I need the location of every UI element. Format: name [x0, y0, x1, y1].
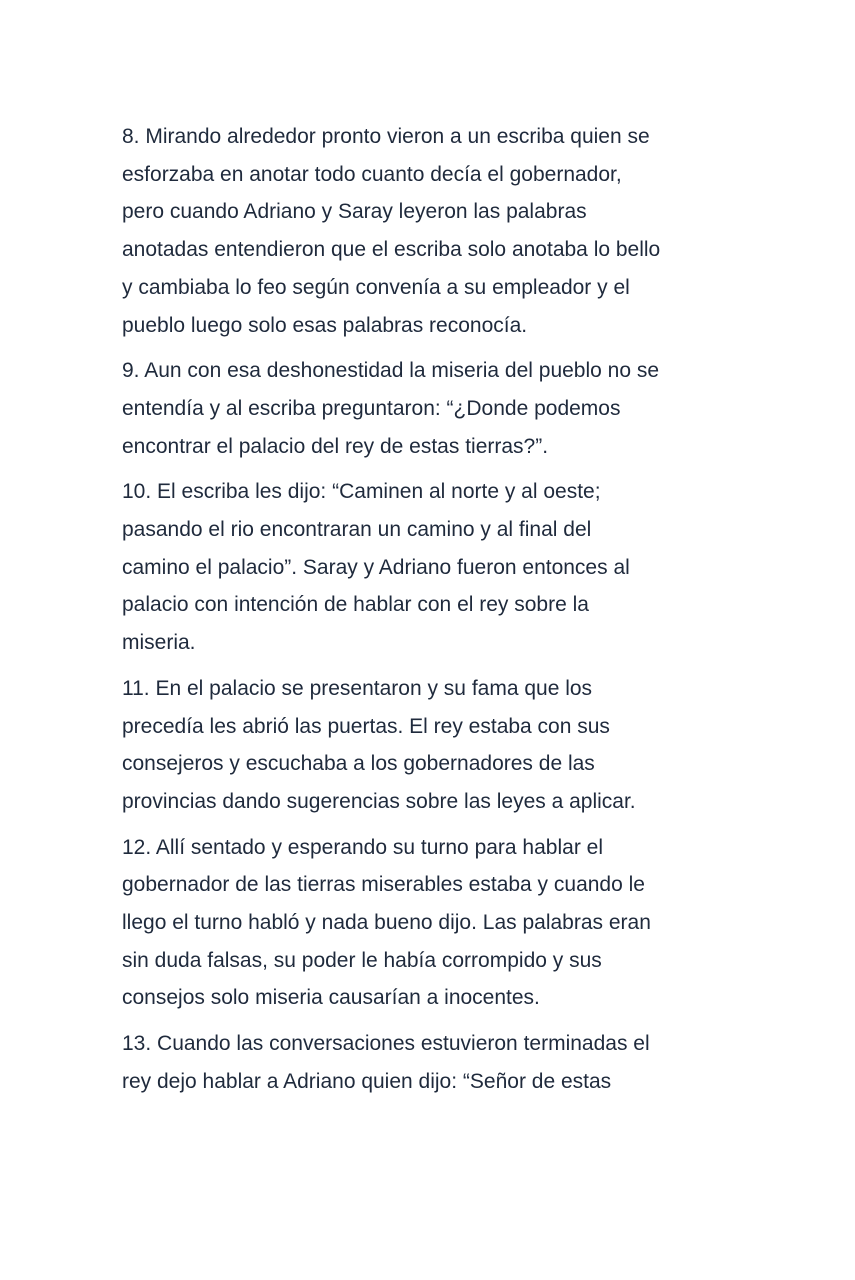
text-line: entendía y al escriba preguntaron: “¿Donde podemos: [122, 396, 621, 420]
text-line: consejeros y escuchaba a los gobernadores de las: [122, 752, 595, 776]
text-line: precedía les abrió las puertas. El rey estaba con sus: [122, 714, 610, 738]
text-line: y cambiaba lo feo según convenía a su empleador y el: [122, 275, 630, 299]
text-line: camino el palacio”. Saray y Adriano fueron entonces al: [122, 555, 630, 579]
text-line: 9. Aun con esa deshonestidad la miseria del pueblo no se: [122, 359, 660, 383]
document-page: [122, 118, 738, 1109]
text-line: 11. En el palacio se presentaron y su fama que los: [122, 676, 593, 700]
paragraph-11: [122, 670, 738, 821]
text-line: llego el turno habló y nada bueno dijo. Las palabras eran: [122, 911, 651, 935]
paragraph-8: [122, 118, 738, 344]
paragraph-10: [122, 473, 738, 662]
text-line: consejos solo miseria causarían a inocentes.: [122, 986, 540, 1010]
text-line: esforzaba en anotar todo cuanto decía el gobernador,: [122, 162, 622, 186]
text-line: sin duda falsas, su poder le había corrompido y sus: [122, 948, 602, 972]
paragraph-13: [122, 1025, 738, 1100]
text-line: pasando el rio encontraran un camino y al final del: [122, 518, 592, 542]
text-line: anotadas entendieron que el escriba solo anotaba lo bello: [122, 238, 661, 262]
text-line: gobernador de las tierras miserables estaba y cuando le: [122, 873, 645, 897]
text-line: 10. El escriba les dijo: “Caminen al norte y al oeste;: [122, 480, 601, 504]
text-line: rey dejo hablar a Adriano quien dijo: “Señor de estas: [122, 1069, 612, 1093]
text-line: miseria.: [122, 631, 196, 655]
text-line: pueblo luego solo esas palabras reconocía.: [122, 313, 528, 337]
text-line: palacio con intención de hablar con el rey sobre la: [122, 593, 589, 617]
text-line: 12. Allí sentado y esperando su turno para hablar el: [122, 835, 603, 859]
text-line: pero cuando Adriano y Saray leyeron las palabras: [122, 200, 587, 224]
text-line: 13. Cuando las conversaciones estuvieron terminadas el: [122, 1032, 650, 1056]
paragraph-9: [122, 352, 738, 465]
paragraph-12: [122, 829, 738, 1018]
text-line: provincias dando sugerencias sobre las leyes a aplicar.: [122, 789, 636, 813]
text-line: encontrar el palacio del rey de estas tierras?”.: [122, 434, 549, 458]
text-line: 8. Mirando alrededor pronto vieron a un escriba quien se: [122, 125, 650, 148]
